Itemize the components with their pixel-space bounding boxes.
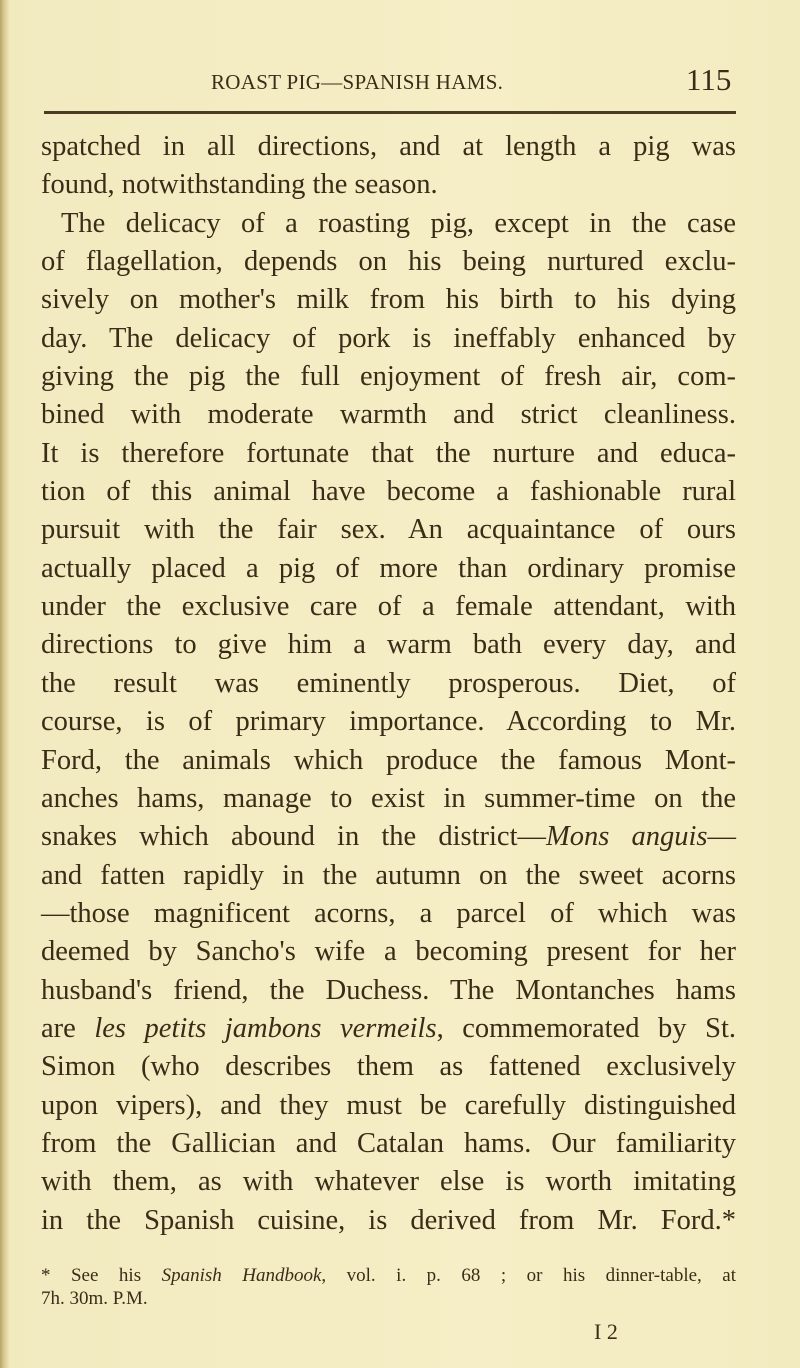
italic-phrase: Mons anguis	[546, 821, 708, 853]
text-line	[41, 665, 736, 703]
text-line-content: —those magnificent acorns, a parcel of which was	[41, 897, 736, 929]
text-line-content: actually placed a pig of more than ordinary promise	[41, 552, 736, 584]
text-line	[41, 281, 736, 319]
text-line	[41, 972, 736, 1010]
running-header	[0, 62, 800, 97]
text-line-content	[41, 1013, 736, 1044]
text-line	[41, 396, 736, 434]
text-line-content: Simon (who describes them as fattened exclusively	[41, 1051, 736, 1083]
text-line-content: under the exclusive care of a female attendant, with	[41, 591, 736, 623]
text-segment: —	[707, 821, 737, 853]
footnote-text: * See his	[41, 1265, 162, 1286]
text-line-content: giving the pig the full enjoyment of fresh air, com-	[41, 361, 736, 393]
text-line-content: the result was eminently prosperous. Diet, of	[41, 667, 736, 699]
text-line	[41, 1087, 736, 1125]
footnote	[41, 1264, 736, 1310]
text-line-content: found, notwithstanding the season.	[41, 169, 438, 201]
text-line	[41, 358, 736, 396]
text-line	[41, 1010, 736, 1048]
text-line-content: with them, as with whatever else is worth imitating	[41, 1166, 736, 1198]
body-text	[41, 128, 736, 1240]
text-line	[41, 818, 736, 856]
text-line	[41, 703, 736, 741]
text-line	[41, 1048, 736, 1086]
text-line	[41, 895, 736, 933]
running-title: ROAST PIG—SPANISH HAMS.	[211, 70, 504, 94]
text-line	[41, 933, 736, 971]
footnote-title: Spanish Handbook	[161, 1265, 322, 1286]
text-line	[41, 550, 736, 588]
footnote-text: , vol. i. p. 68 ; or his dinner-table, at	[321, 1265, 737, 1286]
text-line-content: upon vipers), and they must be carefully distinguished	[41, 1089, 736, 1121]
text-line-content: sively on mother's milk from his birth to his dying	[41, 284, 736, 316]
text-segment: , commemorated by St.	[436, 1012, 737, 1044]
text-line	[41, 473, 736, 511]
text-line-content: Ford, the animals which produce the famous Mont-	[41, 744, 736, 776]
text-line-content: deemed by Sancho's wife a becoming present for her	[41, 936, 736, 968]
text-line-content: course, is of primary importance. According to Mr.	[41, 706, 736, 738]
text-line	[41, 626, 736, 664]
text-line-content: day. The delicacy of pork is ineffably enhanced by	[41, 322, 736, 354]
header-rule	[44, 111, 736, 114]
text-line	[41, 166, 736, 204]
page-number: 115	[686, 62, 732, 97]
text-line-content: pursuit with the fair sex. An acquaintance of ours	[41, 514, 736, 546]
text-line-content: tion of this animal have become a fashionable rural	[41, 476, 736, 508]
text-line	[41, 243, 736, 281]
italic-phrase: les petits jambons vermeils	[94, 1012, 437, 1044]
text-line-content: The delicacy of a roasting pig, except in the case	[61, 207, 736, 239]
text-line	[41, 1202, 736, 1240]
signature-mark: I 2	[594, 1319, 618, 1344]
text-line	[41, 435, 736, 473]
text-line-content: of flagellation, depends on his being nurtured exclu-	[41, 246, 736, 278]
text-line-content: directions to give him a warm bath every day, and	[41, 629, 736, 661]
text-line	[41, 320, 736, 358]
text-line-content: It is therefore fortunate that the nurture and educa-	[41, 437, 736, 469]
text-line	[41, 780, 736, 818]
text-line-content: bined with moderate warmth and strict cleanliness.	[41, 399, 736, 431]
text-line	[41, 588, 736, 626]
text-line-content: anches hams, manage to exist in summer-time on the	[41, 782, 736, 814]
text-line	[41, 742, 736, 780]
footnote-line-2: 7h. 30m. P.M.	[41, 1288, 148, 1309]
text-line-content	[41, 821, 736, 852]
text-segment: are	[41, 1012, 95, 1044]
text-line	[41, 1163, 736, 1201]
text-line-content: from the Gallician and Catalan hams. Our familiarity	[41, 1127, 736, 1159]
text-line-content: spatched in all directions, and at length a pig was	[41, 131, 736, 162]
text-line	[41, 1125, 736, 1163]
text-segment: snakes which abound in the district—	[41, 821, 546, 853]
text-line	[41, 128, 736, 166]
text-line	[41, 857, 736, 895]
text-line-content: in the Spanish cuisine, is derived from Mr. Ford.*	[41, 1204, 736, 1236]
text-line	[41, 511, 736, 549]
text-line-content: husband's friend, the Duchess. The Montanches hams	[41, 974, 736, 1006]
footnote-line-1	[41, 1264, 736, 1287]
text-line-content: and fatten rapidly in the autumn on the sweet acorns	[41, 859, 736, 891]
text-line	[41, 205, 736, 243]
